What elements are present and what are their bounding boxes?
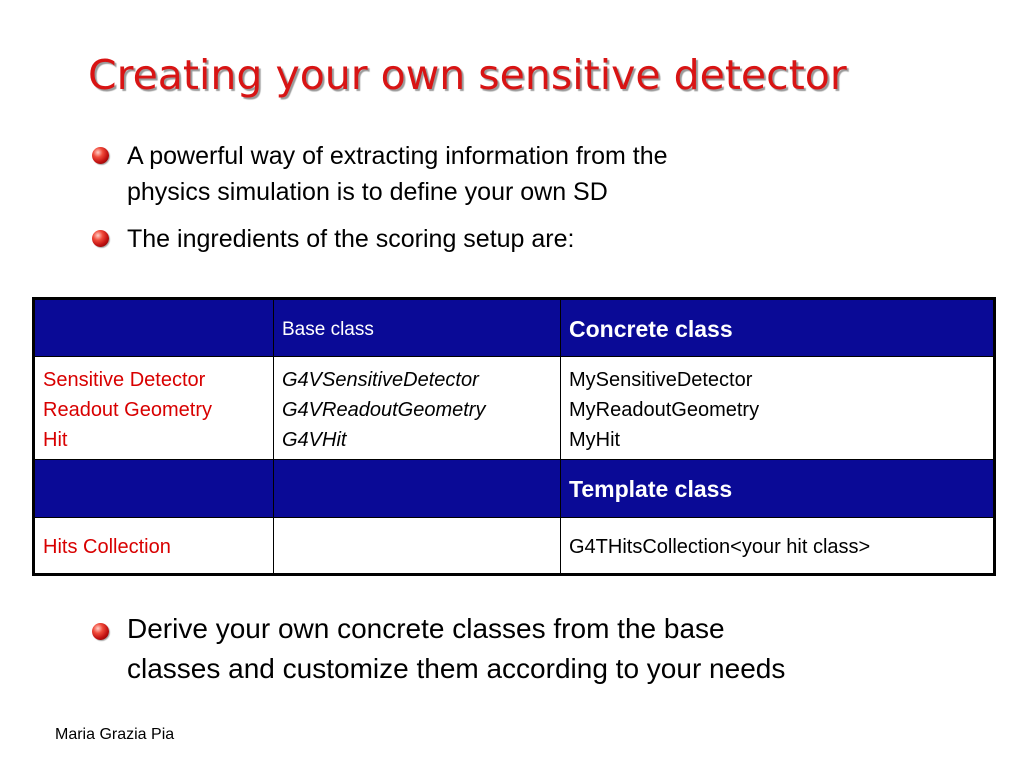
- table-header-row: [34, 299, 995, 357]
- table-row: [34, 518, 995, 575]
- cell-line: MyHit: [569, 429, 621, 451]
- table-cell-component: Hits Collection: [34, 518, 274, 575]
- cell-line: Readout Geometry: [43, 399, 212, 421]
- header-cell-concrete-class: Concrete class: [561, 299, 995, 357]
- cell-line: G4VHit: [282, 429, 347, 451]
- cell-line: G4VReadoutGeometry: [282, 399, 486, 421]
- table-cell-concrete-class: [561, 357, 995, 460]
- cell-line: Sensitive Detector: [43, 369, 206, 391]
- bullet-text: [127, 221, 887, 257]
- table-row: [34, 357, 995, 460]
- cell-line: MySensitiveDetector: [569, 369, 753, 391]
- bullet-text-line: physics simulation is to define your own SD: [127, 178, 608, 206]
- red-sphere-bullet-icon: [92, 623, 109, 640]
- slide-title: Creating your own sensitive detector: [88, 51, 847, 99]
- table-cell-component: [34, 357, 274, 460]
- header-cell-base-class: Base class: [274, 299, 561, 357]
- red-sphere-bullet-icon: [92, 230, 109, 247]
- cell-line: Hit: [43, 429, 68, 451]
- bullet-text-line: A powerful way of extracting information from the: [127, 142, 668, 170]
- table-cell-empty: [274, 518, 561, 575]
- header-cell-template-class: Template class: [561, 460, 995, 518]
- header-cell-empty: [274, 460, 561, 518]
- footer-author: Maria Grazia Pia: [55, 726, 175, 743]
- bullet-text: [127, 609, 887, 689]
- table-cell-template-class: G4THitsCollection<your hit class>: [561, 518, 995, 575]
- bullet-text-line: classes and customize them according to your needs: [127, 653, 786, 684]
- table-cell-base-class: [274, 357, 561, 460]
- header-cell-empty: [34, 460, 274, 518]
- red-sphere-bullet-icon: [92, 147, 109, 164]
- bullet-text-line: Derive your own concrete classes from the base: [127, 613, 725, 644]
- cell-line: G4VSensitiveDetector: [282, 369, 479, 391]
- ingredients-table: [32, 297, 996, 576]
- bullet-text: [127, 138, 887, 210]
- header-cell-empty: [34, 299, 274, 357]
- table-header-row: [34, 460, 995, 518]
- bullet-text-line: The ingredients of the scoring setup are:: [127, 225, 575, 253]
- cell-line: MyReadoutGeometry: [569, 399, 760, 421]
